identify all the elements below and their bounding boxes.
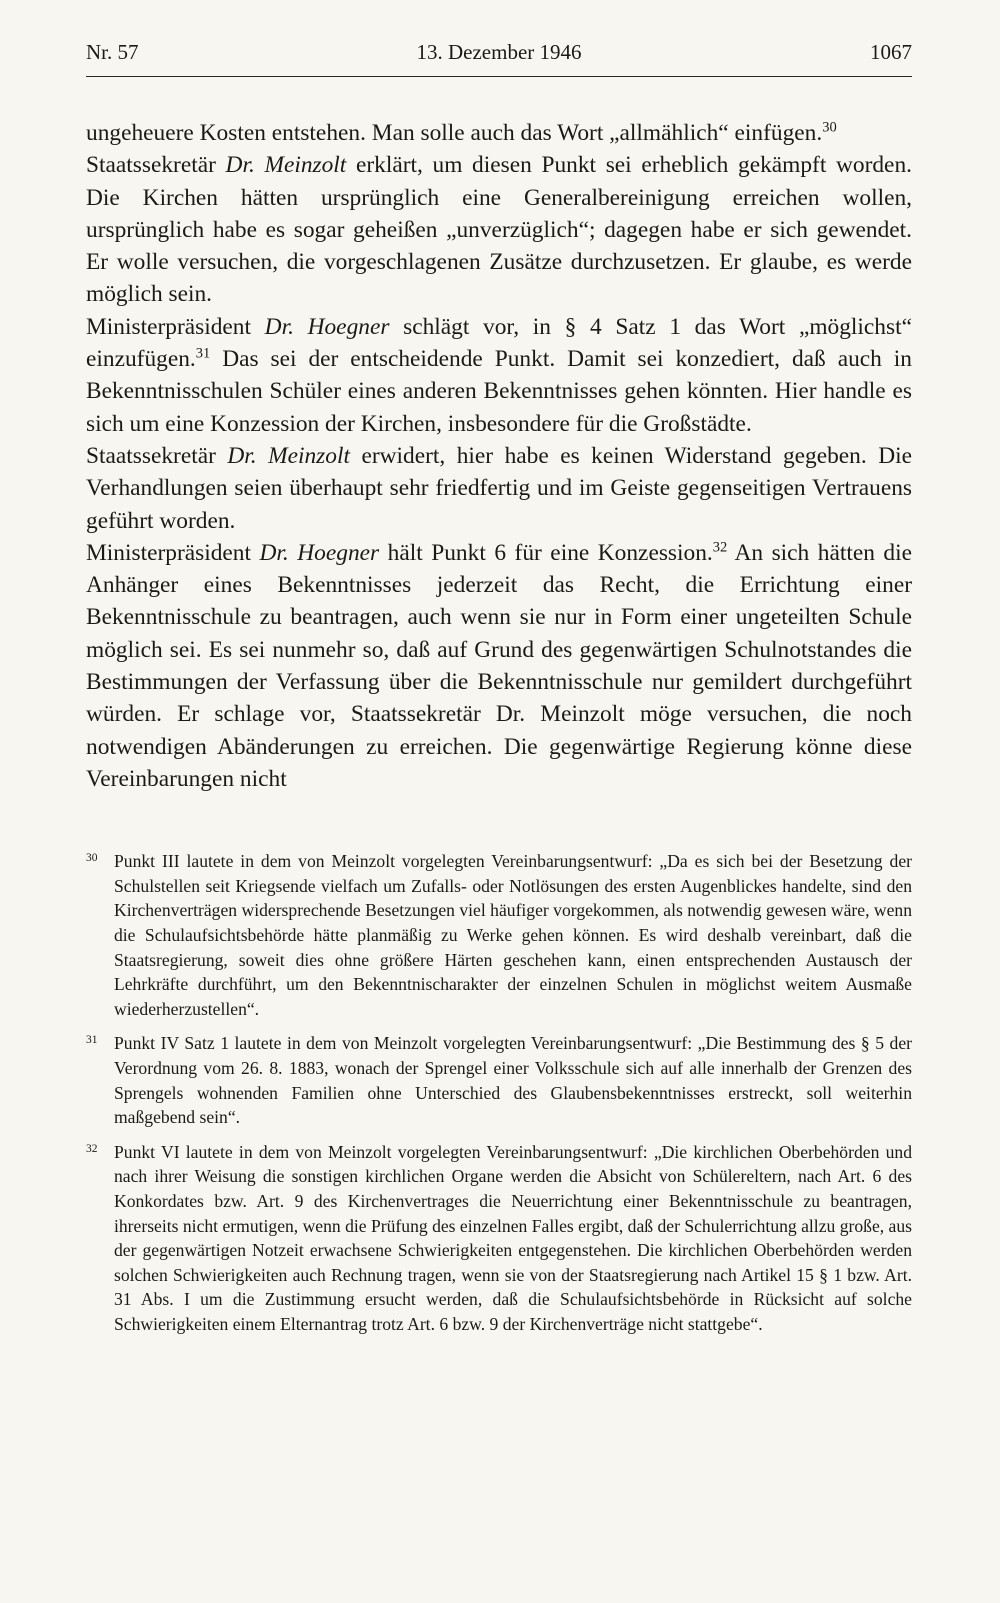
footnote-number: 30: [86, 852, 98, 865]
speaker-name: Meinzolt: [268, 442, 350, 469]
paragraph-4: [86, 440, 912, 537]
page-number: 1067: [870, 40, 912, 64]
speaker-dr: Dr.: [227, 442, 257, 469]
footnote-30: [86, 849, 912, 1021]
footnote-text: Punkt VI lautete in dem von Meinzolt vorgelegten Vereinbarungsentwurf: „Die kirchlichen Oberbehörden und nach ihrer Weisung die sonstigen kirchlichen Organe werden die Absicht von Schülereltern, nach Art. 6 des Konkordates bzw. Art. 9 des Kirchenvertrages die Neuerrichtung einer Bekenntnisschule zu beantragen, ihrerseits nicht ermutigen, wenn die Prüfung des einzelnen Falles ergibt, daß der Schulerrichtung allzu große, aus der gegenwärtigen Notzeit erwachsene Schwierigkeiten entgegenstehen. Die kirchlichen Oberbehörden werden solchen Schwierigkeiten auch Rechnung tragen, wenn sie von der Staatsregierung nach Artikel 15 § 1 bzw. Art. 31 Abs. I um die Zustimmung ersucht werden, daß die Schulaufsichtsbehörde in Rücksicht auf solche Schwierigkeiten einem Elternantrag trotz Art. 6 bzw. 9 der Kirchenverträge nicht stattgebe“.: [114, 1141, 913, 1334]
footnote-31: [86, 1031, 912, 1129]
footnote-ref-30[interactable]: 30: [822, 119, 837, 136]
paragraph-5: [86, 537, 912, 795]
speaker-title: Ministerpräsident: [86, 539, 260, 566]
header-date: 13. Dezember 1946: [416, 40, 582, 64]
paragraph-text: erwidert, hier habe es keinen Widerstand gegeben. Die Verhandlungen seien überhaupt sehr friedfertig und im Geiste gegenseitigen Vertrauens geführt worden.: [86, 442, 912, 534]
paragraph-text: hält Punkt 6 für eine Konzession.: [379, 539, 713, 566]
paragraph-3: [86, 311, 912, 440]
issue-number: Nr. 57: [86, 40, 139, 64]
speaker-dr: Dr.: [259, 539, 289, 566]
paragraph-text: schlägt vor, in § 4 Satz 1 das Wort „möglichst“ einzufügen.: [86, 313, 912, 373]
paragraph-2: [86, 149, 912, 310]
running-header: [86, 40, 912, 77]
footnote-ref-31[interactable]: 31: [195, 345, 211, 362]
paragraph-text: erklärt, um diesen Punkt sei erheblich gekämpft worden. Die Kirchen hätten ursprünglich eine Generalbereinigung erreichen wollen, ursprünglich habe es sogar geheißen „unverzüglich“; dagegen habe er sich gewendet. Er wolle versuchen, die vorgeschlagenen Zusätze durchzusetzen. Er glaube, es werde möglich sein.: [86, 152, 912, 308]
footnote-ref-32[interactable]: 32: [712, 539, 728, 556]
speaker-dr: Dr.: [225, 152, 255, 179]
footnote-text: Punkt III lautete in dem von Meinzolt vorgelegten Vereinbarungsentwurf: „Da es sich bei der Besetzung der Schulstellen seit Kriegsende vielfach um Zufalls- oder Notlösungen des ersten Augenblickes handelte, sind den Kirchenverträgen widersprechende Besetzungen viel häufiger vorgekommen, als notwendig gewesen wäre, wenn die Schulaufsichtsbehörde hätte planmäßig zu Werke gehen können. Es wird deshalb vereinbart, daß die Staatsregierung, soweit dies ohne größere Härten geschehen kann, einen entsprechenden Austausch der Lehrkräfte durchführt, um den Bekenntnischarakter der einzelnen Schulen in möglichst weitem Ausmaße wiederherzustellen“.: [114, 851, 912, 1019]
speaker-name: Meinzolt: [264, 152, 347, 179]
speaker-title: Ministerpräsident: [86, 313, 265, 340]
footnote-32: [86, 1140, 912, 1337]
document-page: [86, 40, 912, 1347]
paragraph-text: ungeheuere Kosten entstehen. Man solle auch das Wort „allmählich“ einfügen.: [86, 120, 823, 146]
footnote-number: 32: [86, 1142, 98, 1155]
paragraph-text: An sich hätten die Anhänger eines Bekenntnisses jederzeit das Recht, die Errichtung einer Bekenntnisschule zu beantragen, auch wenn sie nur in Form einer ungeteilten Schule möglich sei. Es sei nunmehr so, daß auf Grund des gegenwärtigen Schulnotstandes die Bestimmungen der Verfassung über die Bekenntnisschule nur gemildert durchgeführt würden. Er schlage vor, Staatssekretär Dr. Meinzolt möge versuchen, die noch notwendigen Abänderungen zu erreichen. Die gegenwärtige Regierung könne diese Vereinbarungen nicht: [86, 539, 912, 792]
paragraph-1: [86, 117, 912, 149]
speaker-name: Hoegner: [297, 539, 380, 566]
speaker-name: Hoegner: [307, 313, 390, 340]
main-text: [86, 117, 912, 795]
speaker-dr: Dr.: [264, 313, 294, 340]
footnotes: [86, 849, 912, 1336]
footnote-number: 31: [86, 1034, 98, 1047]
speaker-title: Staatssekretär: [86, 152, 226, 179]
footnote-text: Punkt IV Satz 1 lautete in dem von Meinzolt vorgelegten Vereinbarungsentwurf: „Die Bestimmung des § 5 der Verordnung vom 26. 8. 1883, wonach der Sprengel einer Volksschule sich auf alle innerhalb der Grenzen des Sprengels wohnenden Familien ohne Unterschied des Glaubensbekenntnisses erstreckt, soll weiterhin maßgebend sein“.: [114, 1033, 912, 1128]
speaker-title: Staatssekretär: [86, 442, 228, 469]
paragraph-text: Das sei der entscheidende Punkt. Damit sei konzediert, daß auch in Bekenntnisschulen Schüler eines anderen Bekenntnisses gehen könnten. Hier handle es sich um eine Konzession der Kirchen, insbesondere für die Großstädte.: [86, 346, 912, 437]
